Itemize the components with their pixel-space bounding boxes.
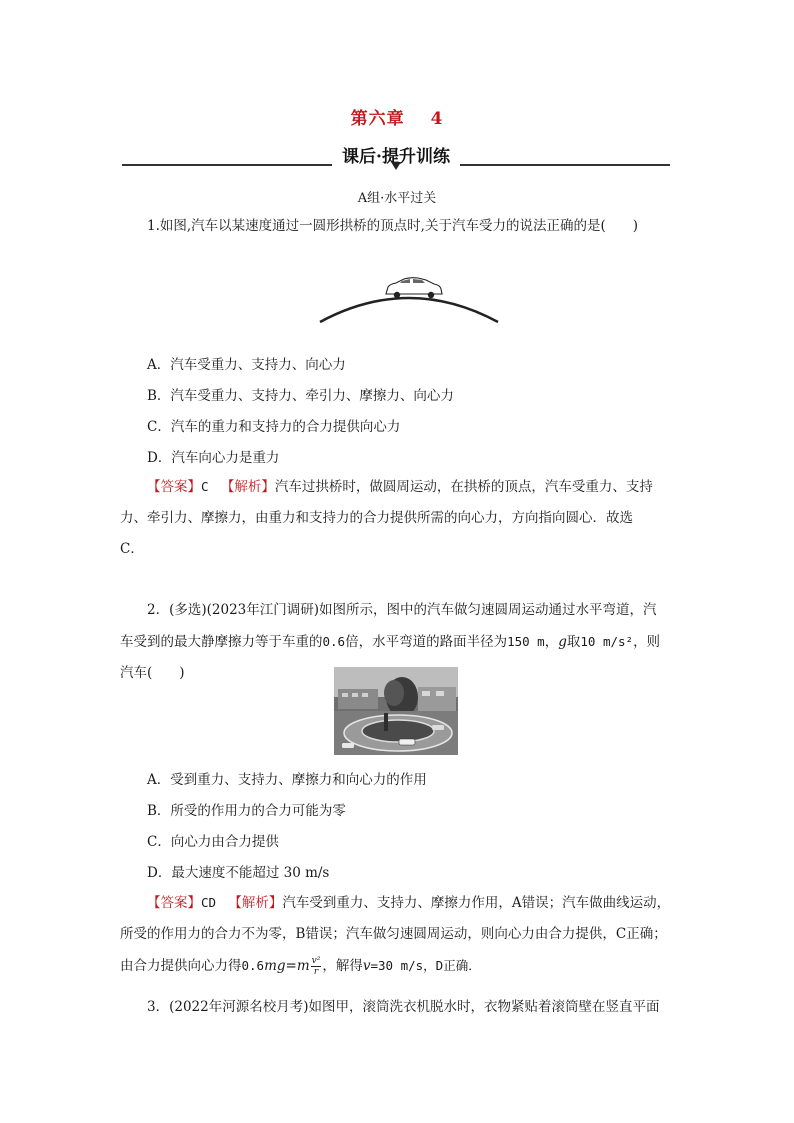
question-1-option-d: D．汽车向心力是重力 — [147, 450, 280, 466]
section-banner — [122, 140, 670, 174]
question-2-option-b: B．所受的作用力的合力可能为零 — [147, 803, 346, 819]
analysis-text: 所受的作用力的合力不为零，B错误；汽车做匀速圆周运动，则向心力由合力提供，C正确； — [120, 926, 667, 942]
bridge-arch — [320, 298, 498, 322]
answer-label: 【答案】 — [147, 479, 201, 495]
question-2-option-c: C．向心力由合力提供 — [147, 834, 279, 850]
stem-line: 汽车( ) — [120, 665, 185, 681]
analysis-text: 汽车受到重力、支持力、摩擦力作用，A错误；汽车做曲线运动， — [282, 895, 671, 911]
analysis-label: 【解析】 — [228, 895, 283, 911]
group-title: A组·水平过关 — [357, 191, 437, 206]
chapter-heading — [0, 104, 794, 129]
chapter-label: 第六章 — [350, 109, 405, 129]
analysis-text: C． — [120, 541, 144, 557]
question-1-stem: 1.如图,汽车以某速度通过一圆形拱桥的顶点时,关于汽车受力的说法正确的是( ) — [147, 218, 638, 234]
analysis-text: 力、牵引力、摩擦力，由重力和支持力的合力提供所需的向心力，方向指向圆心．故选 — [120, 510, 633, 526]
question-1-option-b: B．汽车受重力、支持力、牵引力、摩擦力、向心力 — [147, 388, 454, 404]
answer-value: C — [201, 479, 209, 494]
question-1-answer — [120, 471, 676, 565]
banner-title: 课后·提升训练 — [332, 147, 460, 167]
answer-label: 【答案】 — [147, 895, 201, 911]
roundabout-photo — [334, 667, 458, 755]
question-1-option-a: A．汽车受重力、支持力、向心力 — [147, 357, 346, 373]
section-number: 4 — [430, 109, 444, 129]
question-1-option-c: C．汽车的重力和支持力的合力提供向心力 — [147, 419, 401, 435]
analysis-text: 汽车过拱桥时，做圆周运动，在拱桥的顶点，汽车受重力、支持 — [274, 479, 653, 495]
answer-value: CD — [201, 895, 217, 910]
question-2-option-a: A．受到重力、支持力、摩擦力和向心力的作用 — [147, 772, 427, 788]
arch-bridge-car-figure — [318, 270, 500, 326]
stem-line: 车受到的最大静摩擦力等于车重的0.6倍，水平弯道的路面半径为150 m，g取10 m/s²，则 — [120, 634, 661, 650]
analysis-formula-line: 由合力提供向心力得0.6mg=m $\frac{\text{v²}}{r}$ ，解得v=30 m/s，D正确． — [120, 956, 481, 977]
stem-line: 2．(多选)(2023年江门调研)如图所示，图中的汽车做匀速圆周运动通过水平弯道，汽 — [147, 602, 657, 618]
triangle-down-icon — [391, 162, 401, 170]
question-2-option-d: D．最大速度不能超过 30 m/s — [147, 865, 330, 881]
question-2-answer — [120, 887, 676, 982]
question-3-stem: 3．(2022年河源名校月考)如图甲，滚筒洗衣机脱水时，衣物紧贴着滚筒壁在竖直平面 — [147, 999, 660, 1015]
analysis-label: 【解析】 — [220, 479, 275, 495]
fraction-v2-over-r: $\frac{\text{v²}}{r}$ — [311, 956, 321, 977]
car-icon — [386, 278, 442, 299]
